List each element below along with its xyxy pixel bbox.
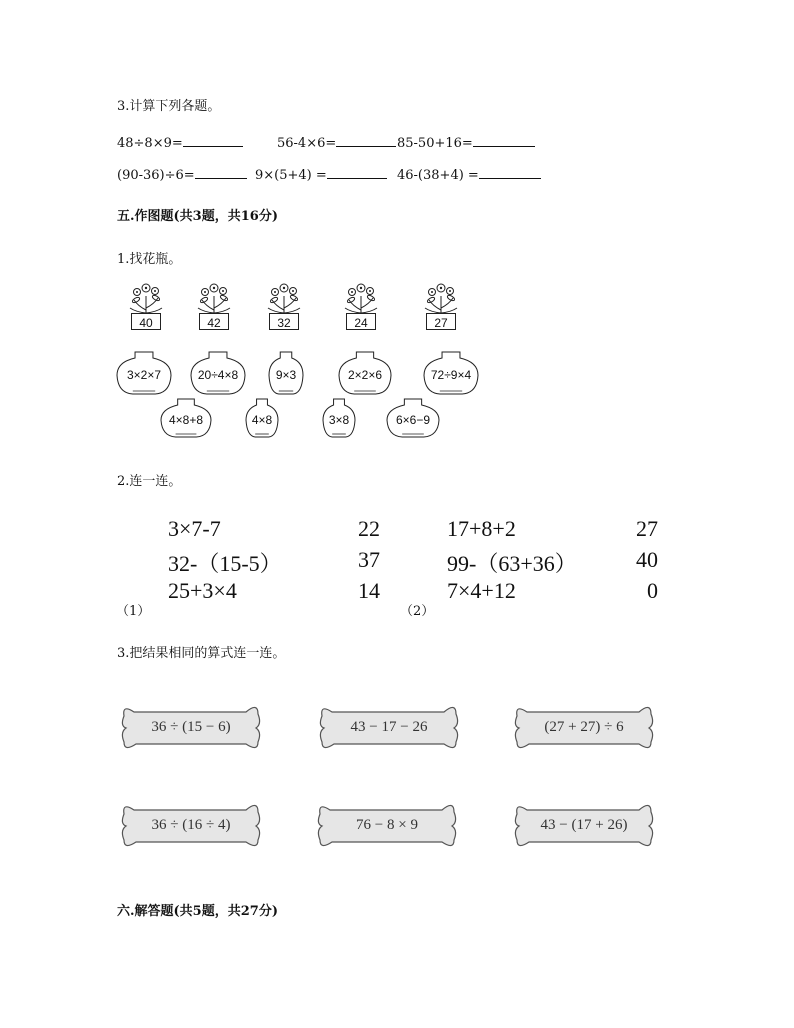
flower-icon <box>128 280 164 316</box>
match-expr[interactable]: 3×7-7 <box>168 516 221 541</box>
match-expr[interactable]: 32-（15-5） <box>168 551 282 576</box>
bone-expression: (27 + 27) ÷ 6 <box>544 718 624 735</box>
match-value[interactable]: 14 <box>358 578 380 603</box>
group-label: （2） <box>400 604 435 619</box>
match-expr[interactable]: 7×4+12 <box>447 578 516 603</box>
flower-icon <box>196 280 232 316</box>
vase-label: 3×2×7 <box>126 368 162 383</box>
flower-pot[interactable] <box>266 280 302 332</box>
calc-expr: 48÷8×9= <box>117 136 183 151</box>
vase[interactable] <box>245 397 279 439</box>
vase[interactable] <box>386 397 440 439</box>
match-value[interactable]: 37 <box>358 547 380 572</box>
vase[interactable] <box>322 397 356 439</box>
match-value[interactable]: 27 <box>636 516 658 541</box>
answer-blank[interactable] <box>479 166 541 179</box>
calc-item <box>397 166 541 183</box>
vase-label: 4×8+8 <box>168 413 204 428</box>
answer-blank[interactable] <box>195 166 247 179</box>
flower-pot[interactable] <box>128 280 164 332</box>
calc-item <box>277 134 396 151</box>
match-value[interactable]: 40 <box>636 547 658 572</box>
flower-number: 42 <box>207 316 221 330</box>
calc-item <box>117 166 247 183</box>
calc-item <box>255 166 387 183</box>
flower-icon <box>343 280 379 316</box>
flower-number: 40 <box>139 316 153 330</box>
vase[interactable] <box>160 397 212 439</box>
calc-expr: 9×(5+4) = <box>255 168 327 183</box>
vase[interactable] <box>268 350 304 396</box>
q1-title: 1.找花瓶。 <box>117 252 182 267</box>
calc-item <box>397 134 535 151</box>
flower-pot[interactable] <box>423 280 459 332</box>
answer-blank[interactable] <box>473 134 535 147</box>
bone-card[interactable] <box>120 796 262 854</box>
group-label: （1） <box>116 604 151 619</box>
bone-card[interactable] <box>120 698 262 756</box>
match-expr[interactable]: 99-（63+36） <box>447 551 577 576</box>
calc-expr: 56-4×6= <box>277 136 337 151</box>
answer-blank[interactable] <box>327 166 387 179</box>
flower-icon <box>266 280 302 316</box>
calc-expr: 85-50+16= <box>397 136 473 151</box>
flower-number: 32 <box>277 316 291 330</box>
section3-title: 3.计算下列各题。 <box>117 99 221 114</box>
calc-expr: 46-(38+4) = <box>397 168 479 183</box>
vase[interactable] <box>116 350 172 396</box>
flower-pot[interactable] <box>343 280 379 332</box>
bone-expression: 43 − (17 + 26) <box>540 816 628 833</box>
bone-expression: 36 ÷ (15 − 6) <box>151 718 231 735</box>
vase-label: 20÷4×8 <box>197 368 239 383</box>
bone-card[interactable] <box>316 796 458 854</box>
calc-expr: (90-36)÷6= <box>117 168 195 183</box>
vase-label: 3×8 <box>328 413 350 428</box>
match-expr[interactable]: 17+8+2 <box>447 516 516 541</box>
vase-label: 9×3 <box>275 368 297 383</box>
bone-card[interactable] <box>513 698 655 756</box>
vase-label: 4×8 <box>251 413 273 428</box>
match-value[interactable]: 0 <box>647 578 658 603</box>
flower-pot[interactable] <box>196 280 232 332</box>
vase-label: 6×6−9 <box>395 413 431 428</box>
match-expr[interactable]: 25+3×4 <box>168 578 237 603</box>
answer-blank[interactable] <box>183 134 243 147</box>
vase[interactable] <box>190 350 246 396</box>
q2-title: 2.连一连。 <box>117 474 182 489</box>
bone-expression: 43 − 17 − 26 <box>350 718 428 735</box>
answer-blank[interactable] <box>336 134 396 147</box>
vase-label: 2×2×6 <box>347 368 383 383</box>
q3-title: 3.把结果相同的算式连一连。 <box>117 646 286 661</box>
vase[interactable] <box>423 350 479 396</box>
flower-icon <box>423 280 459 316</box>
match-value[interactable]: 22 <box>358 516 380 541</box>
bone-expression: 76 − 8 × 9 <box>356 816 418 833</box>
calc-item <box>117 134 243 151</box>
vase-label: 72÷9×4 <box>430 368 472 383</box>
flower-number: 24 <box>354 316 368 330</box>
flower-number: 27 <box>434 316 448 330</box>
section6-title: 六.解答题(共5题，共27分) <box>117 904 278 919</box>
vase[interactable] <box>338 350 392 396</box>
bone-card[interactable] <box>318 698 460 756</box>
bone-expression: 36 ÷ (16 ÷ 4) <box>151 816 231 833</box>
bone-card[interactable] <box>513 796 655 854</box>
section5-title: 五.作图题(共3题，共16分) <box>117 209 278 224</box>
